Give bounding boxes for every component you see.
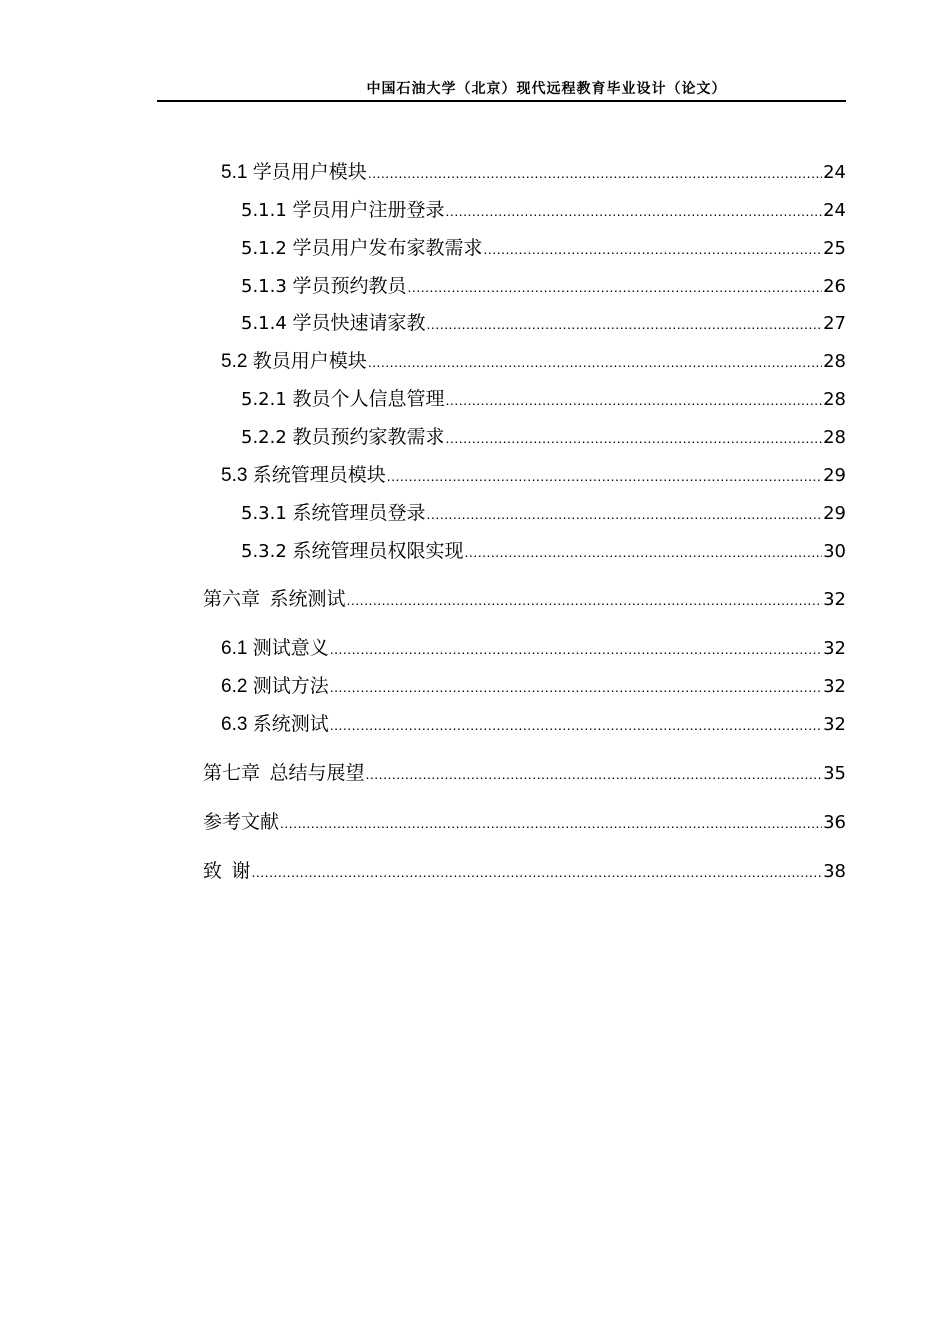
toc-title: 第七章 总结与展望 [203,763,365,784]
toc-page: 29 [823,503,846,524]
toc-number: 5.3 [221,465,253,486]
toc-title: 教员预约家教需求 [292,427,445,448]
toc-title: 学员预约教员 [292,276,407,297]
toc-leader [366,760,823,788]
toc-title: 学员用户模块 [252,162,367,183]
toc-leader [330,635,822,663]
toc-number: 5.2.1 [241,389,293,410]
toc-leader [484,235,823,263]
toc-number: 5.1.2 [241,238,293,259]
toc-number: 5.1.4 [241,313,293,334]
toc-leader [427,500,823,528]
toc-number: 5.3.1 [241,503,293,524]
toc-entry[interactable] [221,711,846,739]
toc-entry[interactable] [221,635,846,663]
toc-page: 25 [823,238,846,259]
toc-entry[interactable] [241,500,846,528]
toc-entry[interactable] [241,538,846,566]
header-title: 中国石油大学（北京）现代远程教育毕业设计（论文） [366,81,727,97]
toc-title: 系统测试 [252,714,329,735]
toc-entry[interactable] [241,197,846,225]
toc-leader [446,197,823,225]
toc-entry-chapter[interactable] [203,760,846,788]
toc-entry[interactable] [241,310,846,338]
toc-title: 第六章 系统测试 [203,589,346,610]
toc-entry-chapter[interactable] [203,858,846,886]
toc-entry[interactable] [221,159,846,187]
toc-title: 学员用户发布家教需求 [292,238,483,259]
toc-title: 系统管理员权限实现 [292,541,464,562]
toc-page: 26 [823,276,846,297]
toc-leader [427,310,823,338]
toc-leader [408,273,823,301]
toc-leader [330,673,822,701]
toc-leader [368,159,822,187]
toc-leader [446,386,823,414]
toc-page: 32 [823,676,846,697]
toc-number: 6.1 [221,638,253,659]
toc-title: 学员快速请家教 [292,313,426,334]
toc-leader [252,858,823,886]
toc-title: 教员用户模块 [252,351,367,372]
toc-leader [347,586,823,614]
toc-entry[interactable] [241,386,846,414]
toc-title: 学员用户注册登录 [292,200,445,221]
toc-page: 32 [823,714,846,735]
toc-page: 32 [823,589,846,610]
toc-page: 27 [823,313,846,334]
toc-leader [465,538,823,566]
toc-title: 测试方法 [252,676,329,697]
toc-number: 6.3 [221,714,253,735]
toc-entry-chapter[interactable] [203,809,846,837]
toc-entry-chapter[interactable] [203,586,846,614]
toc-leader [446,424,823,452]
toc-number: 5.1.1 [241,200,293,221]
toc-title: 参考文献 [203,812,280,833]
toc-leader [387,462,822,490]
toc-leader [280,809,822,837]
toc-page: 32 [823,638,846,659]
toc-page: 28 [823,351,846,372]
toc-page: 29 [823,465,846,486]
toc-title: 测试意义 [252,638,329,659]
page-header [157,76,846,102]
toc-number: 5.2.2 [241,427,293,448]
toc-leader [368,348,822,376]
toc-page: 24 [823,200,846,221]
toc-number: 5.2 [221,351,253,372]
toc-entry[interactable] [241,424,846,452]
toc-number: 6.2 [221,676,253,697]
toc-page: 24 [823,162,846,183]
toc-page: 30 [823,541,846,562]
toc-entry[interactable] [221,348,846,376]
toc-page: 28 [823,427,846,448]
toc-page: 38 [823,861,846,882]
toc-page: 28 [823,389,846,410]
toc-page: 35 [823,763,846,784]
toc-title: 致 谢 [203,861,251,882]
toc-title: 系统管理员模块 [252,465,386,486]
toc-entry[interactable] [221,462,846,490]
toc-number: 5.1 [221,162,253,183]
toc-entry[interactable] [241,235,846,263]
toc-title: 教员个人信息管理 [292,389,445,410]
toc-number: 5.3.2 [241,541,293,562]
toc-entry[interactable] [241,273,846,301]
toc-page: 36 [823,812,846,833]
toc-title: 系统管理员登录 [292,503,426,524]
toc-number: 5.1.3 [241,276,293,297]
toc-leader [330,711,822,739]
toc-entry[interactable] [221,673,846,701]
